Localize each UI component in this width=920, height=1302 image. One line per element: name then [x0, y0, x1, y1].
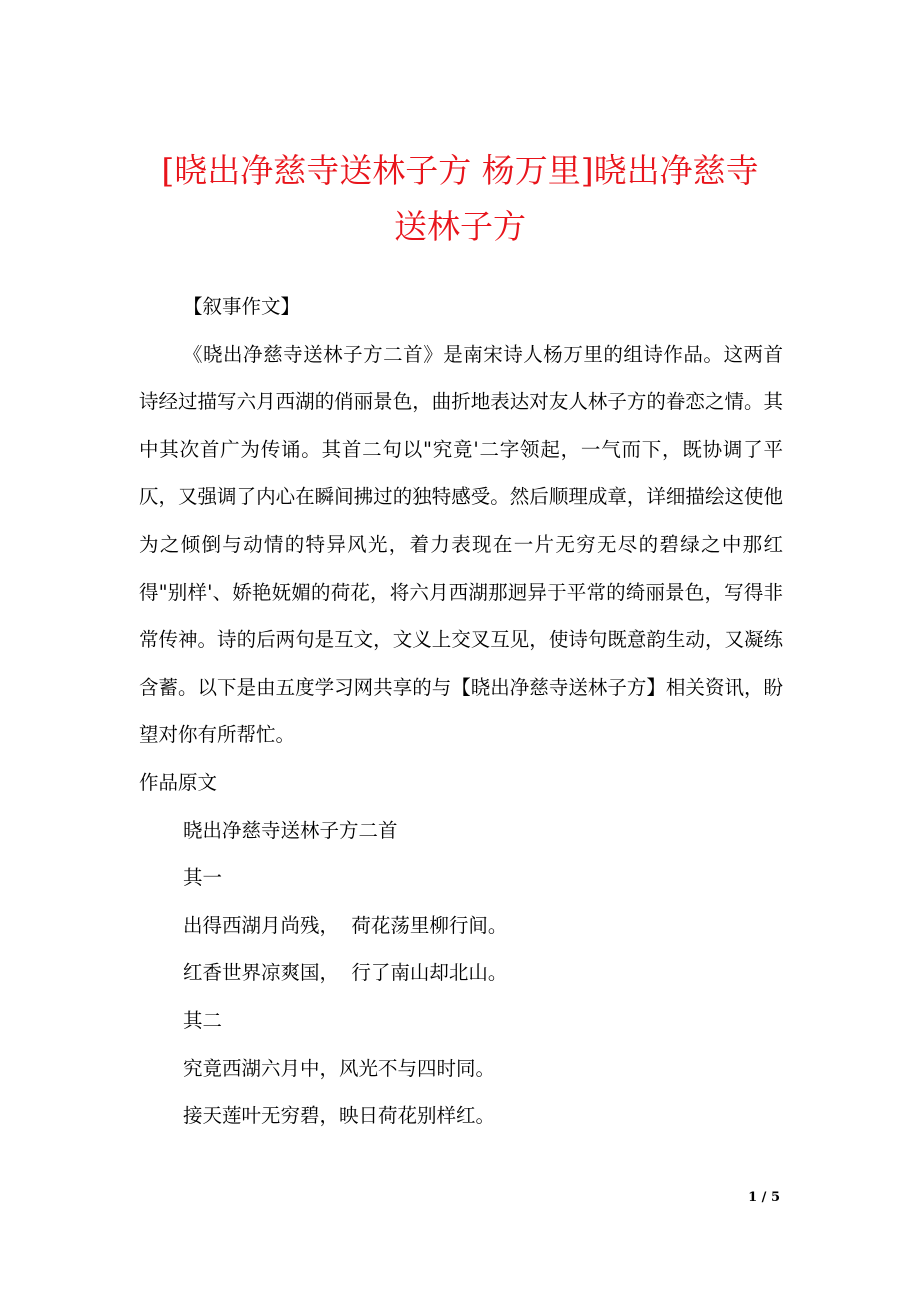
poem-2-heading: 其二 — [183, 1008, 223, 1032]
page-number: 1 / 5 — [748, 1190, 780, 1205]
poem-1-line-1: 出得西湖月尚残， 荷花荡里柳行间。 — [183, 913, 508, 937]
poem-2-line-1: 究竟西湖六月中，风光不与四时同。 — [183, 1056, 496, 1080]
document-title — [110, 143, 810, 255]
poem-title: 晓出净慈寺送林子方二首 — [183, 818, 398, 842]
title-line-2: 送林子方 — [394, 207, 526, 246]
intro-paragraph: 《晓出净慈寺送林子方二首》是南宋诗人杨万里的组诗作品。这两首诗经过描写六月西湖的俏丽景色，曲折地表达对友人林子方的眷恋之情。其中其次首广为传诵。其首二句以"究竟'二字领起，一气而下，既协调了平仄，又强调了内心在瞬间拂过的独特感受。然后顺理成章，详细描绘这使他为之倾倒与动情的特异风光，着力表现在一片无穷无尽的碧绿之中那红得"别样'、娇艳妩媚的荷花，将六月西湖那迥异于平常的绮丽景色，写得非常传神。诗的后两句是互文，文义上交叉互见，使诗句既意韵生动，又凝练含蓄。以下是由五度学习网共享的与【晓出净慈寺送林子方】相关资讯，盼望对你有所帮忙。 — [139, 342, 783, 747]
category-tag: 【叙事作文】 — [183, 295, 301, 318]
poem-1-line-2: 红香世界凉爽国， 行了南山却北山。 — [183, 961, 508, 985]
title-line-1: [晓出净慈寺送林子方 杨万里]晓出净慈寺 — [161, 151, 759, 190]
document-body — [139, 283, 783, 1140]
poem-2-line-2: 接天莲叶无穷碧，映日荷花别样红。 — [183, 1104, 496, 1128]
poem-1-heading: 其一 — [183, 866, 223, 890]
section-heading: 作品原文 — [139, 770, 218, 794]
